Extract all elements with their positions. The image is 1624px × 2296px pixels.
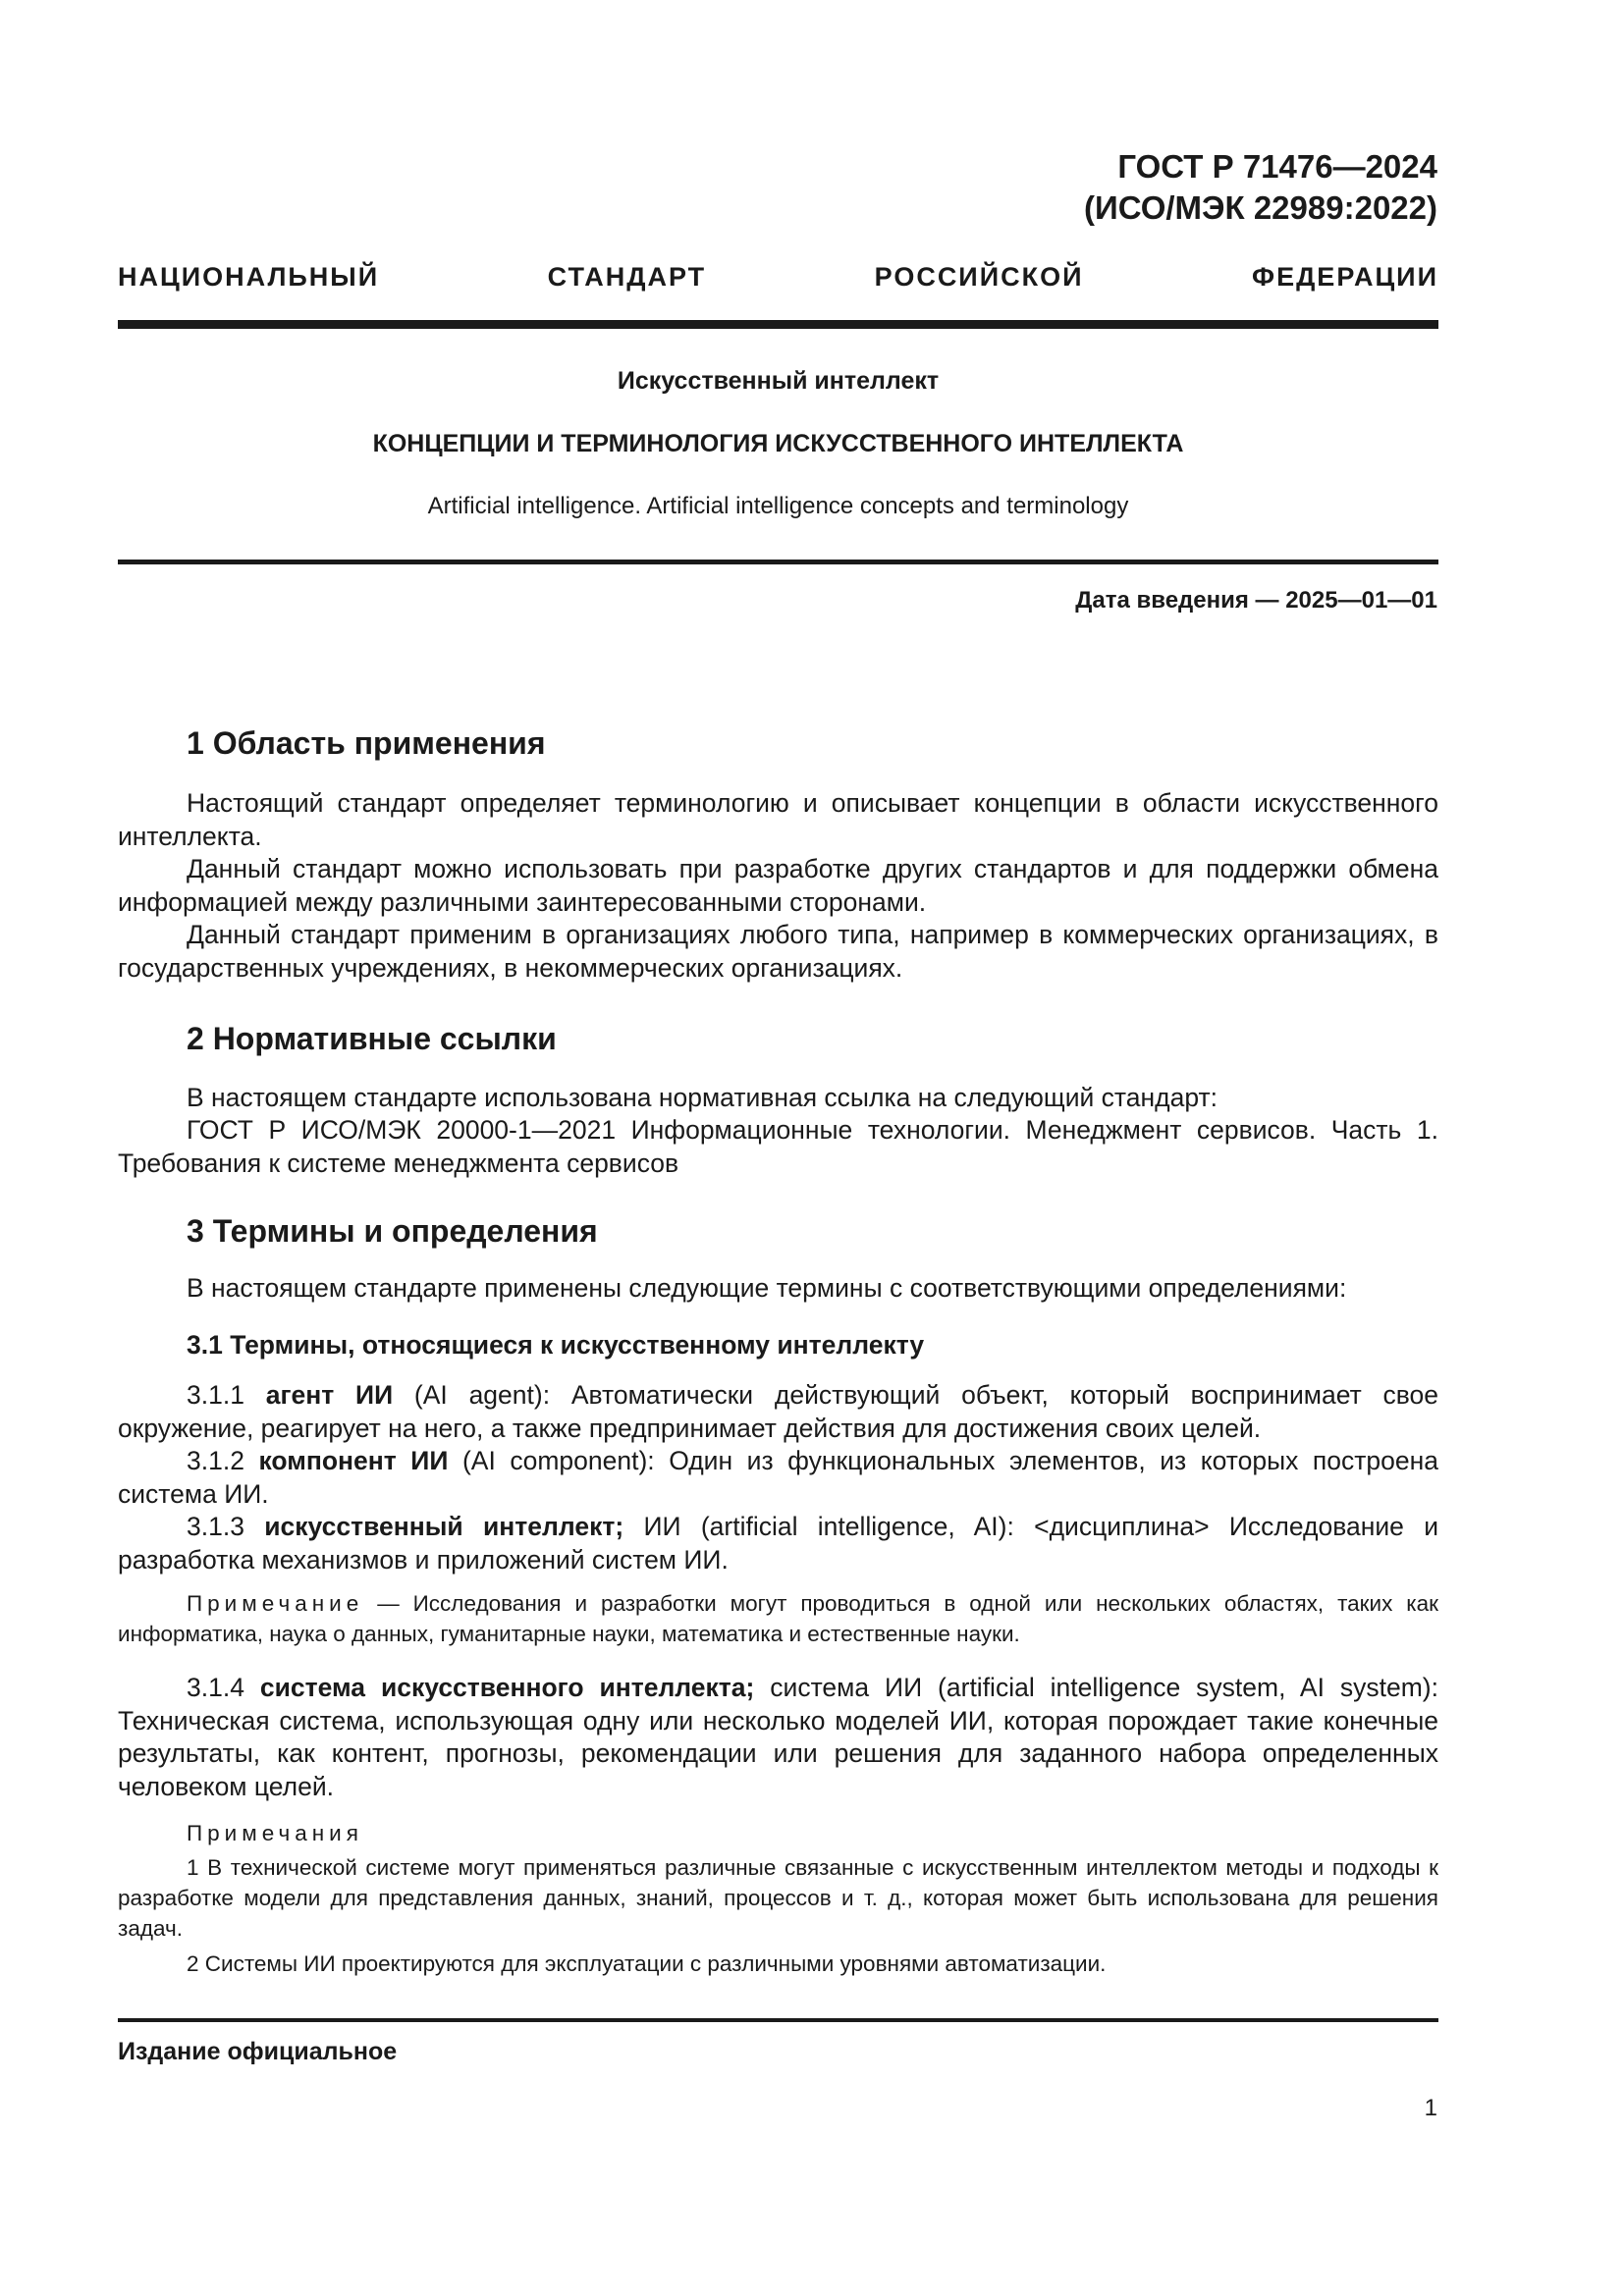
term-number: 3.1.2 [187,1446,244,1475]
title-rule [118,560,1438,564]
term-name: система искусственного интеллекта; [259,1673,755,1702]
footer-rule [118,2018,1438,2022]
subsection-3-1-heading: 3.1 Термины, относящиеся к искусственному интеллекту [187,1330,925,1360]
note-2: 2 Системы ИИ проектируются для эксплуатации с различными уровнями автоматизации. [187,1951,1107,1976]
notes-heading: Примечания [187,1821,363,1845]
term-number: 3.1.3 [187,1512,244,1541]
term-3-1-2 [118,1445,1438,1511]
term-3-1-4 [118,1672,1438,1803]
section-1-heading: 1 Область применения [187,725,546,761]
note-1: 1 В технической системе могут применяться различные связанные с искусственным интеллектом методы и подходы к разработке модели для представления данных, знаний, процессов и т. д., которая может быть использована для решения задач. [118,1855,1438,1941]
term-number: 3.1.4 [187,1673,244,1702]
note-3-1-3 [118,1588,1438,1649]
iso-code: (ИСО/МЭК 22989:2022) [1084,189,1437,226]
section-1-paragraph-1: Настоящий стандарт определяет терминологию и описывает концепции в области искусственного интеллекта. [118,788,1438,851]
term-definition: (AI agent): Автоматически действующий объект, который воспринимает свое окружение, реагирует на него, а также предпринимает действия для достижения своих целей. [118,1380,1438,1443]
term-name: искусственный интеллект; [264,1512,624,1541]
term-definition: (AI component): Один из функциональных элементов, из которых построена система ИИ. [118,1446,1438,1509]
term-name: агент ИИ [265,1380,394,1410]
official-edition-label: Издание официальное [118,2038,398,2065]
term-definition: ИИ (artificial intelligence, AI): <дисциплина> Исследование и разработка механизмов и приложений систем ИИ. [118,1512,1439,1575]
section-1-paragraph-2: Данный стандарт можно использовать при разработке других стандартов и для поддержки обмена информацией между различными заинтересованными сторонами. [118,854,1438,917]
top-rule [118,320,1438,329]
section-3-heading: 3 Термины и определения [187,1213,598,1249]
section-2-reference: ГОСТ Р ИСО/МЭК 20000-1—2021 Информационные технологии. Менеджмент сервисов. Часть 1. Требования к системе менеджмента сервисов [118,1115,1438,1178]
term-name: компонент ИИ [258,1446,449,1475]
document-title-ru: КОНЦЕПЦИИ И ТЕРМИНОЛОГИЯ ИСКУССТВЕННОГО ИНТЕЛЛЕКТА [372,430,1184,457]
standard-code: ГОСТ Р 71476—2024 [1117,148,1437,185]
document-title-en: Artificial intelligence. Artificial intelligence concepts and terminology [427,493,1129,519]
section-2-paragraph-1: В настоящем стандарте использована нормативная ссылка на следующий стандарт: [187,1083,1218,1112]
page-number: 1 [1424,2095,1437,2121]
note-label: Примечание [187,1591,364,1616]
term-3-1-3 [118,1511,1438,1576]
section-2-heading: 2 Нормативные ссылки [187,1021,557,1056]
term-definition: система ИИ (artificial intelligence system, AI system): Техническая система, использующая одну или несколько моделей ИИ, которая порождает такие конечные результаты, как контент, прогнозы, рекомендации или решения для заданного набора определенных человеком целей. [118,1673,1438,1801]
section-3-intro: В настоящем стандарте применены следующие термины с соответствующими определениями: [187,1273,1347,1303]
note-text: — Исследования и разработки могут проводиться в одной или нескольких областях, таких как информатика, наука о данных, гуманитарные науки, математика и естественные науки. [118,1591,1438,1646]
subject-title: Искусственный интеллект [617,367,940,395]
term-3-1-1 [118,1379,1438,1445]
national-standard-banner: НАЦИОНАЛЬНЫЙ СТАНДАРТ РОССИЙСКОЙ ФЕДЕРАЦИИ [118,262,1438,292]
term-number: 3.1.1 [187,1380,244,1410]
section-1-paragraph-3: Данный стандарт применим в организациях любого типа, например в коммерческих организациях, в государственных учреждениях, в некоммерческих организациях. [118,920,1438,983]
effective-date: Дата введения — 2025—01—01 [1075,587,1437,614]
